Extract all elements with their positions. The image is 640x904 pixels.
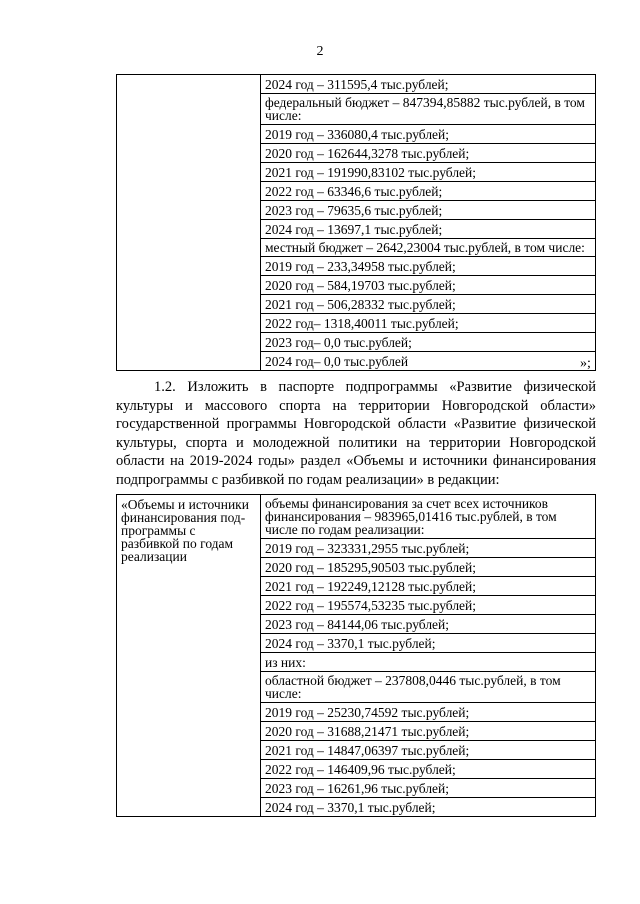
table-line: 2024 год – 3370,1 тыс.рублей;: [261, 634, 595, 653]
table-line: местный бюджет – 2642,23004 тыс.рублей, в том числе:: [261, 239, 595, 257]
table-line: 2022 год – 195574,53235 тыс.рублей;: [261, 596, 595, 615]
table1-right-cell: [261, 75, 596, 371]
table-line: областной бюджет – 237808,0446 тыс.рублей, в том числе:: [261, 672, 595, 703]
table2-right-cell: [261, 495, 596, 817]
table-line: 2020 год – 185295,90503 тыс.рублей;: [261, 558, 595, 577]
table-line: 2022 год– 1318,40011 тыс.рублей;: [261, 314, 595, 333]
table-line: 2022 год – 63346,6 тыс.рублей;: [261, 182, 595, 201]
section-label: «Объемы и источники финансирования под-программы с разбивкой по годам реализации: [121, 497, 249, 564]
table-line: 2021 год – 14847,06397 тыс.рублей;: [261, 741, 595, 760]
table-line: 2021 год – 506,28332 тыс.рублей;: [261, 295, 595, 314]
table-line: 2021 год – 191990,83102 тыс.рублей;: [261, 163, 595, 182]
table-line: 2020 год – 31688,21471 тыс.рублей;: [261, 722, 595, 741]
page-number: 2: [316, 44, 324, 59]
closing-quote: »;: [580, 356, 591, 371]
table-line: 2019 год – 25230,74592 тыс.рублей;: [261, 703, 595, 722]
table-line: 2020 год – 584,19703 тыс.рублей;: [261, 276, 595, 295]
table2-left-cell: [117, 495, 261, 817]
paragraph-text: Изложить в паспорте подпрограммы «Развитие физической культуры и массового спорта на территории Новгородской области» государственной программы Новгородской области «Развитие физической культуры, спорта и молодежной политики на территории Новгородской области на 2019-2024 годы» раздел «Объемы и источники финансирования подпрограммы с разбивкой по годам реализации» в редакции:: [116, 379, 596, 488]
table-line: федеральный бюджет – 847394,85882 тыс.рублей, в том числе:: [261, 94, 595, 125]
table-line: 2024 год – 13697,1 тыс.рублей;: [261, 220, 595, 239]
amendment-paragraph: [116, 378, 596, 490]
table-line: 2023 год– 0,0 тыс.рублей;: [261, 333, 595, 352]
table-line: 2024 год – 311595,4 тыс.рублей;: [261, 75, 595, 94]
funding-table-new: [116, 494, 596, 817]
table-line: 2024 год– 0,0 тыс.рублей: [265, 354, 409, 369]
table-line: 2021 год – 192249,12128 тыс.рублей;: [261, 577, 595, 596]
funding-table-continued: [116, 74, 596, 371]
table-line: 2019 год – 323331,2955 тыс.рублей;: [261, 539, 595, 558]
table-line: 2019 год – 233,34958 тыс.рублей;: [261, 257, 595, 276]
table-line: 2024 год – 3370,1 тыс.рублей;: [265, 800, 436, 815]
table-line: 2019 год – 336080,4 тыс.рублей;: [261, 125, 595, 144]
table-line: 2020 год – 162644,3278 тыс.рублей;: [261, 144, 595, 163]
table-line: объемы финансирования за счет всех источников финансирования – 983965,01416 тыс.рублей, в том числе по годам реализации:: [261, 495, 595, 539]
table-line: 2023 год – 16261,96 тыс.рублей;: [261, 779, 595, 798]
table-line: 2023 год – 79635,6 тыс.рублей;: [261, 201, 595, 220]
table-line: из них:: [261, 653, 595, 672]
table-line: 2022 год – 146409,96 тыс.рублей;: [261, 760, 595, 779]
table1-left-cell: [117, 75, 261, 371]
paragraph-number: 1.2.: [154, 379, 176, 395]
table-line: 2023 год – 84144,06 тыс.рублей;: [261, 615, 595, 634]
